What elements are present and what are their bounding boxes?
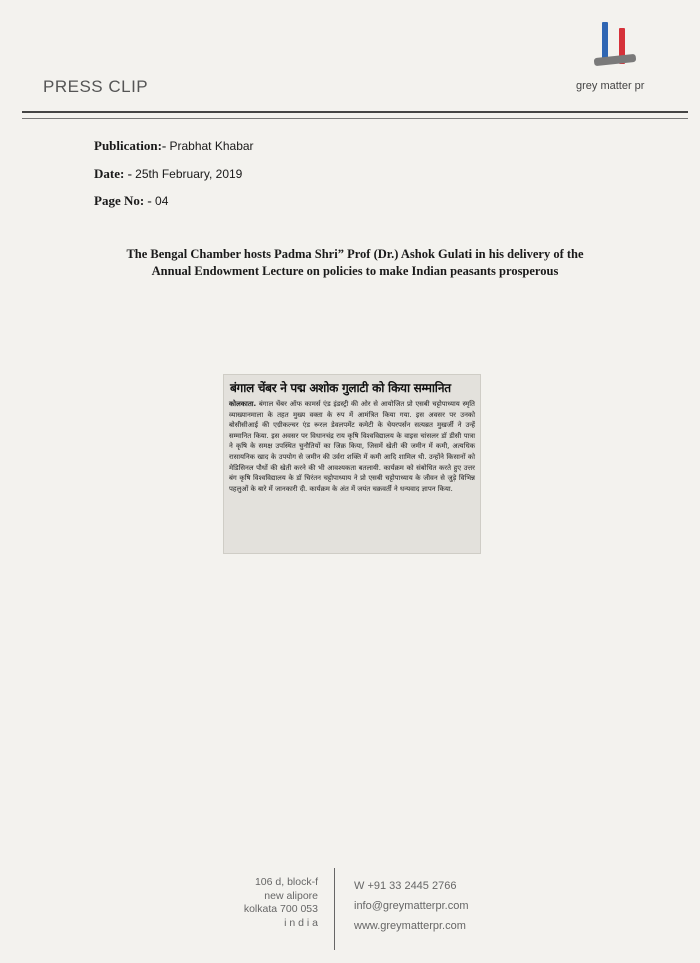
publication-value: Prabhat Khabar: [169, 139, 254, 153]
date-line: [94, 166, 242, 182]
header-rule-thin: [22, 118, 688, 119]
publication-label: Publication:-: [94, 138, 167, 153]
clipping-dateline: कोलकाता.: [229, 400, 257, 408]
footer-contact: [354, 876, 469, 936]
address-line-4: i n d i a: [284, 916, 318, 929]
footer-email[interactable]: info@greymatterpr.com: [354, 900, 469, 912]
address-line-2: new alipore: [264, 889, 318, 902]
footer-divider: [334, 868, 335, 950]
publication-line: [94, 138, 254, 154]
headline-line-1: The Bengal Chamber hosts Padma Shri” Prof (Dr.) Ashok Gulati in his delivery of the: [126, 247, 584, 261]
footer-phone: W +91 33 2445 2766: [354, 880, 457, 892]
date-label: Date: -: [94, 166, 132, 181]
date-value: 25th February, 2019: [135, 167, 243, 181]
clipping-text: बंगाल चेंबर ऑफ कामर्स एंड इंडस्ट्री की ओर से आयोजित प्रो एसबी चट्टोपाध्याय स्मृति व्याख्यानमाला के तहत मुख्य वक्ता के रुप में आमंत्रित किया गया. इस अवसर पर उनको बोसीसीआई की एग्रीकल्चर एंड रूरल डेवलपमेंट कमेटी के चेयरपर्सन सत्यब्रत मुखर्जी ने उन्हें सम्मानित किया. इस अवसर पर विधानचंद्र राय कृषि विश्वविद्यालय के वाइस चांसलर डॉ डीसी पात्रा ने कृषि के समक्ष उपस्थित चुनौतियों का जिक्र किया, जिसमें खेती की जमीन में कमी, अत्यधिक रासायनिक खाद के उपयोग से जमीन की उर्वरा शक्ति में कमी आदि शामिल थी. उन्होंने किसानों को मेडिसिनल पौधों की खेती करने की भी आवश्यकता बतलायी. कार्यक्रम को संबोधित करते हुए उत्तर बंग कृषि विश्वविद्यालय के डॉ चिरंतन चट्टोपाध्याय ने प्रो एसबी चट्टोपाध्याय के जीवन से जुड़े विभिन्न पहलुओं के बारे में जानकारी दी. कार्यक्रम के अंत में जयंत चक्रवर्ती ने धन्यवाद ज्ञापन किया.: [229, 400, 475, 493]
header-rule-thick: [22, 111, 688, 113]
clipping-title: बंगाल चेंबर ने पद्म अशोक गुलाटी को किया सम्मानित: [230, 381, 451, 395]
logo-text: grey matter pr: [576, 80, 645, 92]
page-title: PRESS CLIP: [43, 77, 149, 96]
clipping-body: [229, 399, 475, 494]
grey-matter-logo-icon: [588, 18, 648, 78]
page-number-line: [94, 193, 168, 209]
footer-website[interactable]: www.greymatterpr.com: [354, 920, 466, 932]
page-label: Page No: -: [94, 193, 152, 208]
address-line-3: kolkata 700 053: [243, 903, 318, 915]
headline-line-2: Annual Endowment Lecture on policies to make Indian peasants prosperous: [151, 264, 559, 278]
newspaper-clipping: [224, 375, 480, 553]
footer-address: [200, 876, 318, 930]
address-line-1: 106 d, block-f: [254, 876, 318, 888]
page-value: 04: [155, 194, 169, 208]
article-headline: [60, 246, 650, 280]
